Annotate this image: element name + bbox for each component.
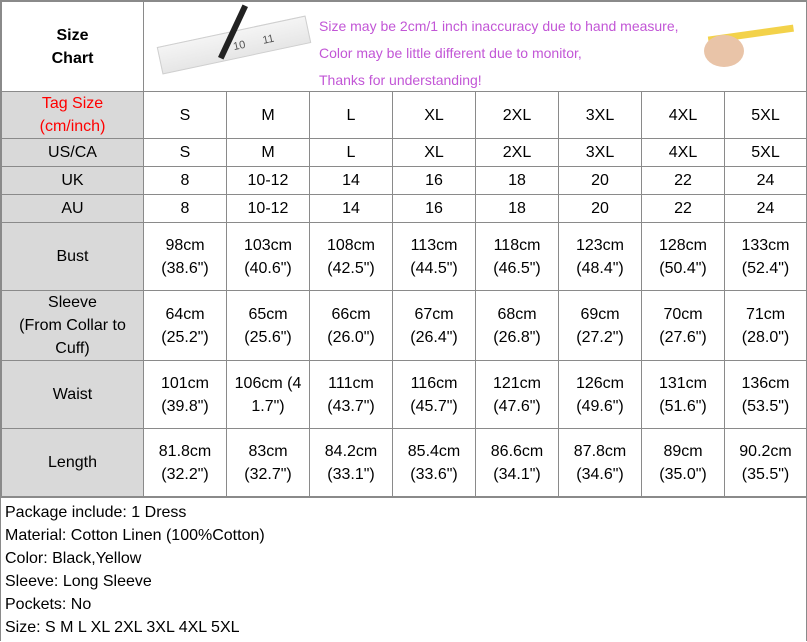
row-bust	[2, 223, 807, 291]
length-cell: 86.6cm (34.1")	[476, 429, 559, 497]
tag-size-cell: 5XL	[725, 92, 807, 139]
us-ca-cell: L	[310, 139, 393, 167]
tape-measure-hand-image	[698, 17, 794, 77]
waist-cell: 106cm (4 1.7")	[227, 361, 310, 429]
sleeve-cell: 65cm (25.6")	[227, 291, 310, 361]
sleeve-cell: 68cm (26.8")	[476, 291, 559, 361]
waist-cell: 136cm (53.5")	[725, 361, 807, 429]
us-ca-cell: 3XL	[559, 139, 642, 167]
row-us-ca	[2, 139, 807, 167]
au-label: AU	[2, 195, 144, 223]
bust-cell: 113cm (44.5")	[393, 223, 476, 291]
length-cell: 84.2cm (33.1")	[310, 429, 393, 497]
sleeve-sublabel: (From Collar to Cuff)	[19, 317, 126, 357]
tag-size-cell: 3XL	[559, 92, 642, 139]
uk-cell: 22	[642, 167, 725, 195]
waist-cell: 126cm (49.6")	[559, 361, 642, 429]
header-notes-cell	[144, 2, 807, 92]
tag-size-cell: M	[227, 92, 310, 139]
header-art	[144, 3, 806, 91]
ruler-tick-11: 11	[261, 32, 276, 47]
size-chart-title	[2, 2, 144, 92]
note-line-2: Color may be little different due to monitor,	[319, 44, 582, 61]
row-au	[2, 195, 807, 223]
au-cell: 22	[642, 195, 725, 223]
length-cell: 85.4cm (33.6")	[393, 429, 476, 497]
au-cell: 24	[725, 195, 807, 223]
waist-cell: 131cm (51.6")	[642, 361, 725, 429]
uk-cell: 10-12	[227, 167, 310, 195]
tag-size-cell: L	[310, 92, 393, 139]
bust-cell: 133cm (52.4")	[725, 223, 807, 291]
bust-cell: 118cm (46.5")	[476, 223, 559, 291]
uk-cell: 14	[310, 167, 393, 195]
length-label: Length	[2, 429, 144, 497]
au-cell: 8	[144, 195, 227, 223]
bust-cell: 98cm (38.6")	[144, 223, 227, 291]
title-line-2: Chart	[51, 49, 94, 67]
bust-label: Bust	[2, 223, 144, 291]
bust-cell: 103cm (40.6")	[227, 223, 310, 291]
color: Color: Black,Yellow	[5, 550, 142, 567]
waist-cell: 111cm (43.7")	[310, 361, 393, 429]
sleeve-cell: 71cm (28.0")	[725, 291, 807, 361]
product-details	[1, 497, 806, 642]
row-tag-size	[2, 92, 807, 139]
au-cell: 16	[393, 195, 476, 223]
length-cell: 81.8cm (32.2")	[144, 429, 227, 497]
ruler-tick-10: 10	[232, 38, 247, 53]
sizes: Size: S M L XL 2XL 3XL 4XL 5XL	[5, 619, 240, 636]
row-length	[2, 429, 807, 497]
row-uk	[2, 167, 807, 195]
title-line-1: Size	[56, 26, 89, 44]
bust-cell: 123cm (48.4")	[559, 223, 642, 291]
sleeve-cell: 66cm (26.0")	[310, 291, 393, 361]
waist-cell: 121cm (47.6")	[476, 361, 559, 429]
waist-cell: 101cm (39.8")	[144, 361, 227, 429]
tag-size-cell: 2XL	[476, 92, 559, 139]
package-include: Package include: 1 Dress	[5, 504, 187, 521]
uk-cell: 20	[559, 167, 642, 195]
tag-size-cell: S	[144, 92, 227, 139]
uk-cell: 18	[476, 167, 559, 195]
uk-label: UK	[2, 167, 144, 195]
sleeve-label: Sleeve (From Collar to Cuff)	[2, 291, 144, 361]
sleeve-cell: 67cm (26.4")	[393, 291, 476, 361]
bust-cell: 108cm (42.5")	[310, 223, 393, 291]
au-cell: 20	[559, 195, 642, 223]
us-ca-cell: 2XL	[476, 139, 559, 167]
length-cell: 89cm (35.0")	[642, 429, 725, 497]
length-cell: 87.8cm (34.6")	[559, 429, 642, 497]
bust-cell: 128cm (50.4")	[642, 223, 725, 291]
row-waist	[2, 361, 807, 429]
us-ca-label: US/CA	[2, 139, 144, 167]
us-ca-cell: 4XL	[642, 139, 725, 167]
pockets: Pockets: No	[5, 596, 92, 613]
sleeve-type: Sleeve: Long Sleeve	[5, 573, 152, 590]
tag-size-cell: XL	[393, 92, 476, 139]
au-cell: 18	[476, 195, 559, 223]
au-cell: 14	[310, 195, 393, 223]
note-line-1: Size may be 2cm/1 inch inaccuracy due to hand measure,	[319, 17, 679, 34]
row-sleeve	[2, 291, 807, 361]
us-ca-cell: 5XL	[725, 139, 807, 167]
sleeve-cell: 64cm (25.2")	[144, 291, 227, 361]
sleeve-cell: 70cm (27.6")	[642, 291, 725, 361]
tag-size-label: Tag Size (cm/inch)	[2, 92, 144, 139]
au-cell: 10-12	[227, 195, 310, 223]
note-line-3: Thanks for understanding!	[319, 71, 482, 88]
material: Material: Cotton Linen (100%Cotton)	[5, 527, 265, 544]
uk-cell: 24	[725, 167, 807, 195]
length-cell: 83cm (32.7")	[227, 429, 310, 497]
uk-cell: 8	[144, 167, 227, 195]
sleeve-cell: 69cm (27.2")	[559, 291, 642, 361]
uk-cell: 16	[393, 167, 476, 195]
us-ca-cell: XL	[393, 139, 476, 167]
us-ca-cell: S	[144, 139, 227, 167]
waist-cell: 116cm (45.7")	[393, 361, 476, 429]
us-ca-cell: M	[227, 139, 310, 167]
length-cell: 90.2cm (35.5")	[725, 429, 807, 497]
size-table	[1, 1, 807, 497]
tag-size-cell: 4XL	[642, 92, 725, 139]
waist-label: Waist	[2, 361, 144, 429]
